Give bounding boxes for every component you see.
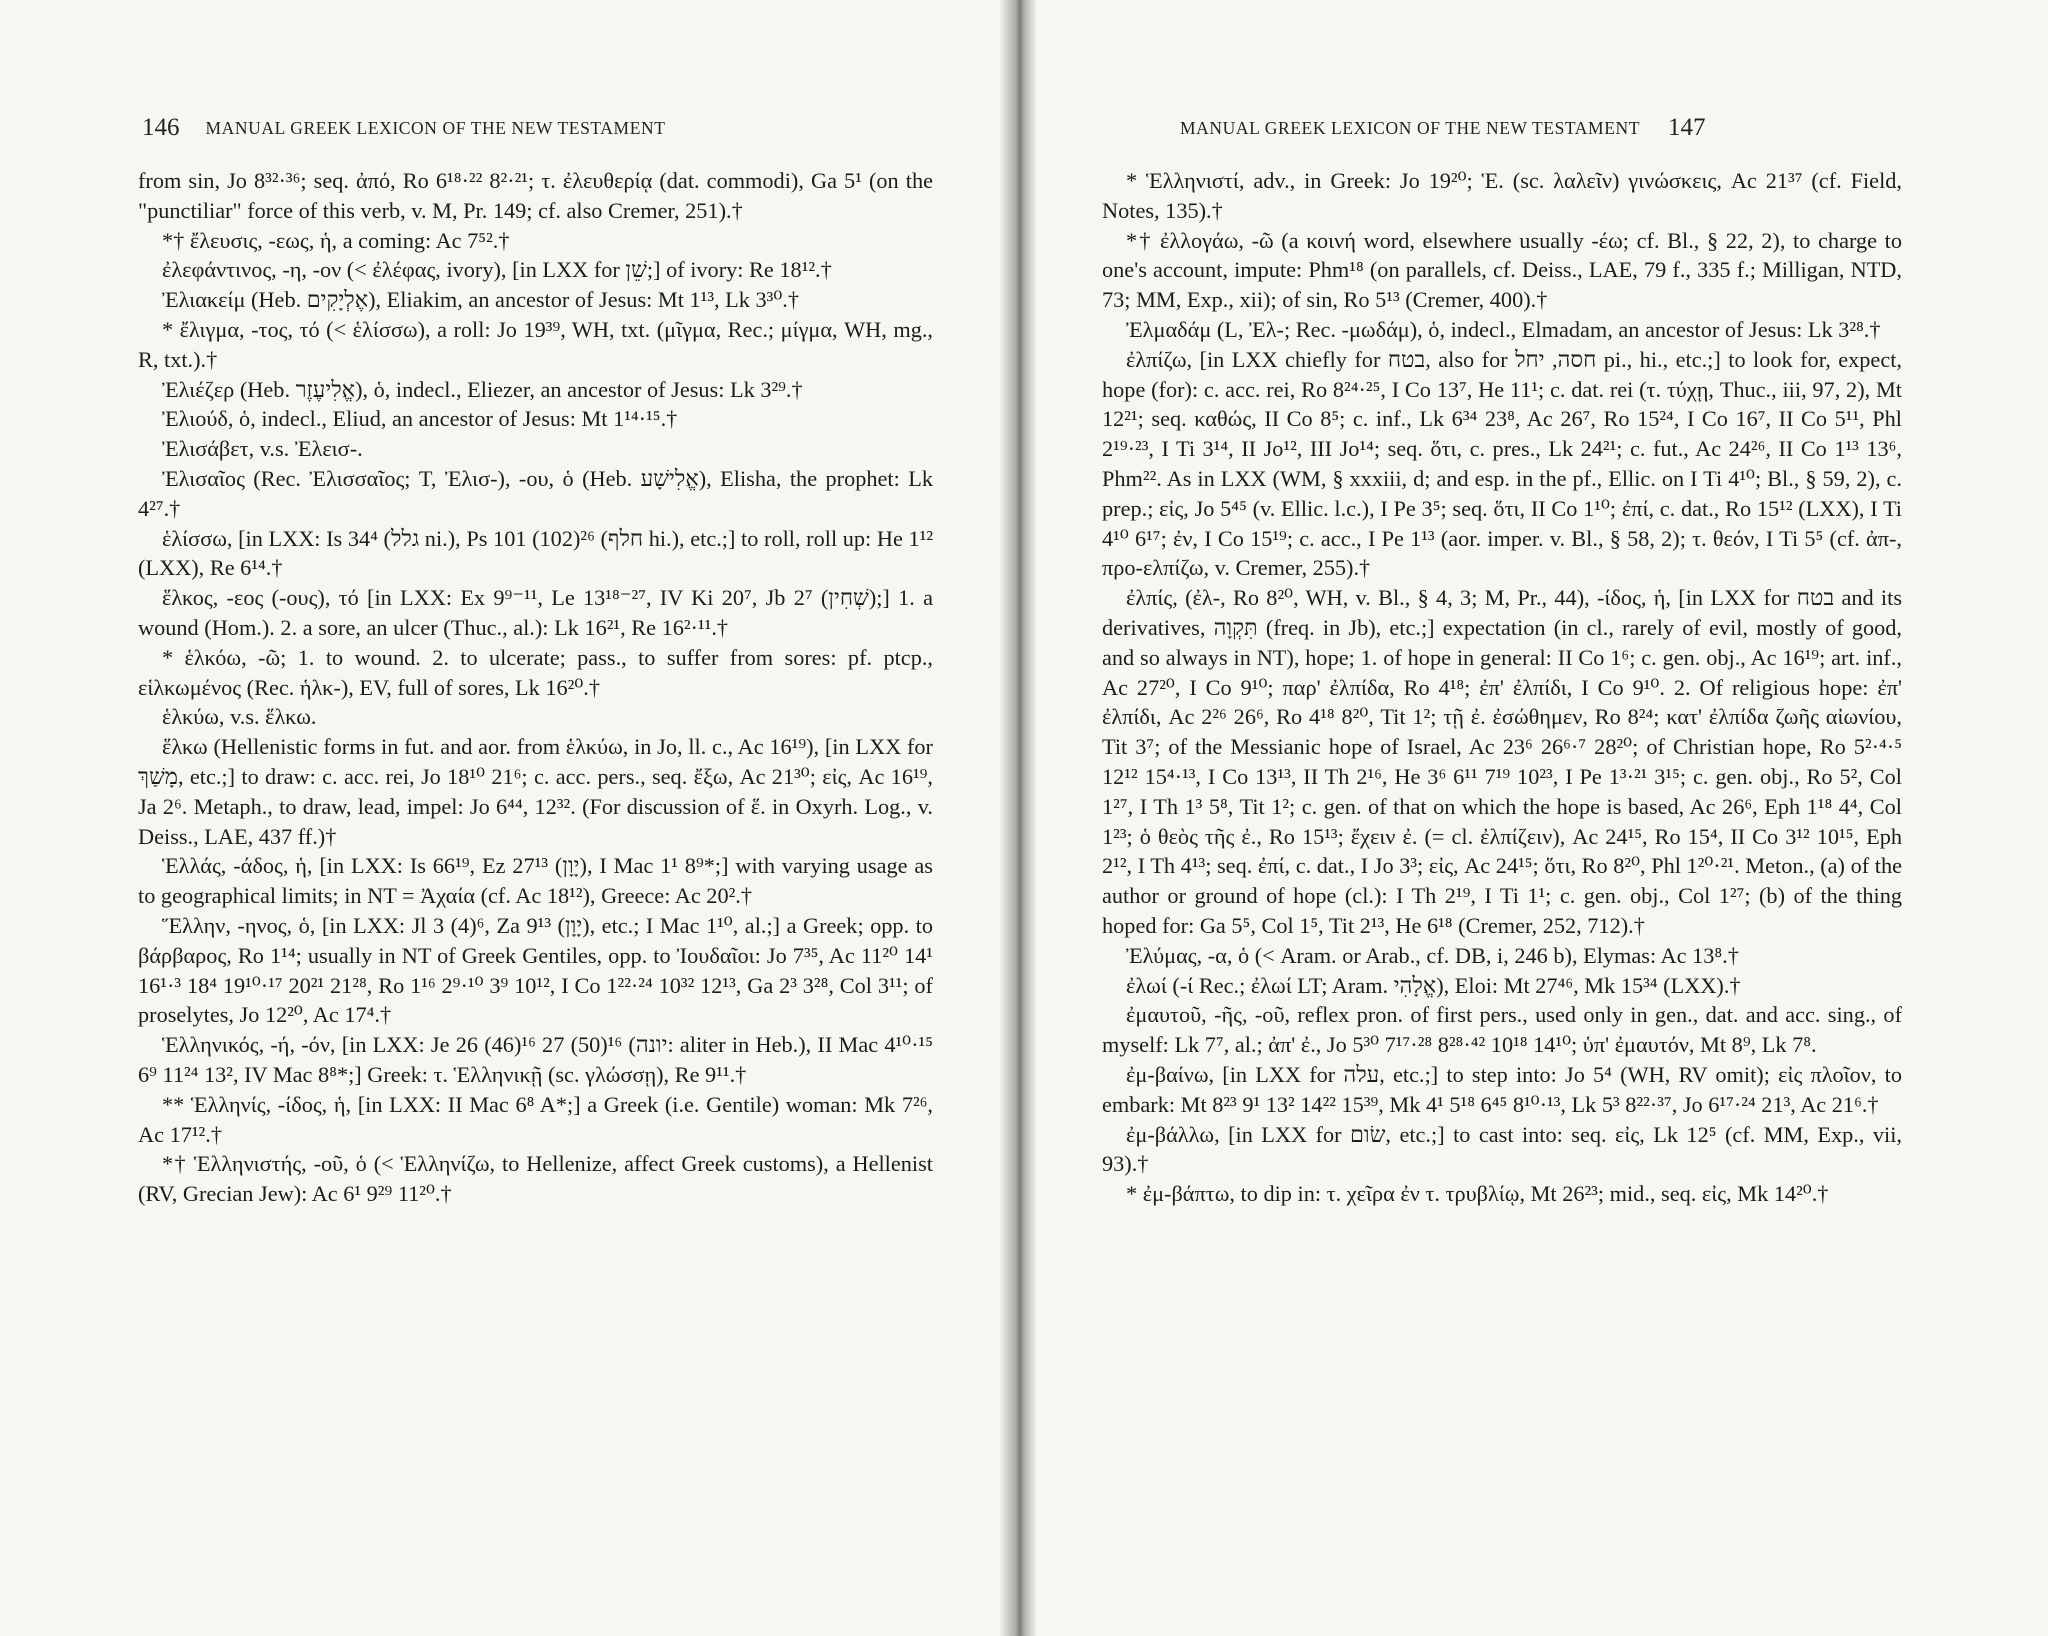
left-text-column [138,166,933,1209]
lexicon-entry: *† ἐλλογάω, -ῶ (a κοινή word, elsewhere usually -έω; cf. Bl., § 22, 2), to charge to one's account, impute: Phm¹⁸ (on parallels, cf. Deiss., LAE, 79 f., 335 f.; Milligan, NTD, 73; MM, Exp., xii); of sin, Ro 5¹³ (Cremer, 400).† [1102,227,1902,313]
lexicon-entry: ** Ἑλληνίς, -ίδος, ἡ, [in LXX: II Mac 6⁸ A*;] a Greek (i.e. Gentile) woman: Mk 7²⁶, Ac 17¹².† [138,1091,933,1147]
lexicon-entry: * ἐμ-βάπτω, to dip in: τ. χεῖρα ἐν τ. τρυβλίῳ, Mt 26²³; mid., seq. εἰς, Mk 14²⁰.† [1126,1181,1829,1207]
lexicon-entry: Ἐλιέζερ (Heb. אֱלִיעֶזֶר), ὁ, indecl., Eliezer, an ancestor of Jesus: Lk 3²⁹.† [162,376,803,402]
lexicon-entry: ἑλκύω, v.s. ἕλκω. [162,704,317,730]
right-text-column [1102,166,1902,1209]
lexicon-entry: ἐλπίζω, [in LXX chiefly for בטח, also for חסה, יחל pi., hi., etc.;] to look for, expect, hope (for): c. acc. rei, Ro 8²⁴·²⁵, I Co 13⁷, He 11¹; c. dat. rei (τ. τύχῃ, Thuc., iii, 97, 2), Mt 12²¹; seq. καθώς, II Co 8⁵; c. inf., Lk 6³⁴ 23⁸, Ac 26⁷, Ro 15²⁴, I Co 16⁷, II Co 5¹¹, Phl 2¹⁹·²³, I Ti 3¹⁴, II Jo¹², III Jo¹⁴; seq. ὅτι, c. pres., Lk 24²¹; c. fut., Ac 24²⁶, II Co 1¹³ 13⁶, Phm²². As in LXX (WM, § xxxiii, d; and esp. in the pf., Ellic. on I Ti 4¹⁰; Bl., § 59, 2), c. prep.; εἰς, Jo 5⁴⁵ (v. Ellic. l.c.), I Pe 3⁵; seq. ὅτι, II Co 1¹⁰; ἐπί, c. dat., Ro 15¹² (LXX), I Ti 4¹⁰ 6¹⁷; ἐν, I Co 15¹⁹; c. acc., I Pe 1¹³ (aor. imper. v. Bl., § 58, 2); τ. θεόν, I Ti 5⁵ (cf. ἀπ-, προ-ελπίζω, v. Cremer, 255).† [1102,346,1902,581]
lexicon-entry: *† Ἑλληνιστής, -οῦ, ὁ (< Ἑλληνίζω, to Hellenize, affect Greek customs), a Hellenist (RV, Grecian Jew): Ac 6¹ 9²⁹ 11²⁰.† [138,1151,933,1207]
lexicon-entry: Ἑλληνικός, -ή, -όν, [in LXX: Je 26 (46)¹⁶ 27 (50)¹⁶ (יונה: aliter in Heb.), II Mac 4¹⁰·¹⁵ 6⁹ 11²⁴ 13², IV Mac 8⁸*;] Greek: τ. Ἑλληνικῇ (sc. γλώσσῃ), Re 9¹¹.† [138,1032,933,1087]
lexicon-entry: ἕλκος, -εος (-ους), τό [in LXX: Ex 9⁹⁻¹¹, Le 13¹⁸⁻²⁷, IV Ki 20⁷, Jb 2⁷ (שְׁחִין);] 1. a wound (Hom.). 2. a sore, an ulcer (Thuc., al.): Lk 16²¹, Re 16²·¹¹.† [138,585,933,640]
lexicon-entry: Ἐλιακείμ (Heb. אֶלְיָקִים), Eliakim, an ancestor of Jesus: Mt 1¹³, Lk 3³⁰.† [162,287,799,313]
lexicon-entry: from sin, Jo 8³²·³⁶; seq. ἀπό, Ro 6¹⁸·²² 8²·²¹; τ. ἐλευθερίᾳ (dat. commodi), Ga 5¹ (on the "punctiliar" force of this verb, v. M, Pr. 149; cf. also Cremer, 251).† [138,168,933,223]
right-running-head [1180,114,1706,142]
lexicon-entry: ἑλίσσω, [in LXX: Is 34⁴ (גלל ni.), Ps 101 (102)²⁶ (חלף hi.), etc.;] to roll, roll up: He 1¹² (LXX), Re 6¹⁴.† [138,525,933,581]
left-page-number: 146 [142,114,180,141]
lexicon-entry: ἐλωί (-ί Rec.; ἐλωί LT; Aram. אֱלָהִי), Eloi: Mt 27⁴⁶, Mk 15³⁴ (LXX).† [1126,972,1741,998]
lexicon-entry: * ἑλκόω, -ῶ; 1. to wound. 2. to ulcerate; pass., to suffer from sores: pf. ptcp., εἱλκωμένος (Rec. ἡλκ-), EV, full of sores, Lk 16²⁰.† [138,644,933,700]
lexicon-entry: * Ἑλληνιστί, adv., in Greek: Jo 19²⁰; Ἑ. (sc. λαλεῖν) γινώσκεις, Ac 21³⁷ (cf. Field, Notes, 135).† [1102,168,1902,223]
lexicon-entry: ἕλκω (Hellenistic forms in fut. and aor. from ἑλκύω, in Jo, ll. c., Ac 16¹⁹), [in LXX for מָשַׁךְ, etc.;] to draw: c. acc. rei, Jo 18¹⁰ 21⁶; c. acc. pers., seq. ἔξω, Ac 21³⁰; εἰς, Ac 16¹⁹, Ja 2⁶. Metaph., to draw, lead, impel: Jo 6⁴⁴, 12³². (For discussion of ἕ. in Oxyrh. Log., v. Deiss., LAE, 437 ff.)† [138,734,933,849]
right-page [1020,0,2048,1636]
lexicon-entry: Ἑλλάς, -άδος, ἡ, [in LXX: Is 66¹⁹, Ez 27¹³ (יָוָן), I Mac 1¹ 8⁹*;] with varying usage as to geographical limits; in NT = Ἀχαία (cf. Ac 18¹²), Greece: Ac 20².† [138,853,933,909]
lexicon-entry: * ἔλιγμα, -τος, τό (< ἑλίσσω), a roll: Jo 19³⁹, WH, txt. (μῖγμα, Rec.; μίγμα, WH, mg., R, txt.).† [138,316,933,372]
lexicon-entry: ἐμ-βαίνω, [in LXX for עלה, etc.;] to step into: Jo 5⁴ (WH, RV omit); εἰς πλοῖον, to embark: Mt 8²³ 9¹ 13² 14²² 15³⁹, Mk 4¹ 5¹⁸ 6⁴⁵ 8¹⁰·¹³, Lk 5³ 8²²·³⁷, Jo 6¹⁷·²⁴ 21³, Ac 21⁶.† [1102,1061,1902,1117]
lexicon-entry: *† ἔλευσις, -εως, ἡ, a coming: Ac 7⁵².† [162,227,510,253]
lexicon-entry: ἐμαυτοῦ, -ῆς, -οῦ, reflex pron. of first pers., used only in gen., dat. and acc. sing., of myself: Lk 7⁷, al.; ἀπ' ἐ., Jo 5³⁰ 7¹⁷·²⁸ 8²⁸·⁴² 10¹⁸ 14¹⁰; ὑπ' ἐμαυτόν, Mt 8⁹, Lk 7⁸. [1102,1002,1902,1058]
lexicon-entry: ἐλεφάντινος, -η, -ον (< ἐλέφας, ivory), [in LXX for שֵׁן;] of ivory: Re 18¹².† [162,257,832,283]
left-head-title: MANUAL GREEK LEXICON OF THE NEW TESTAMENT [205,118,666,138]
lexicon-entry: ἐμ-βάλλω, [in LXX for שׂום, etc.;] to cast into: seq. εἰς, Lk 12⁵ (cf. MM, Exp., vii, 93).† [1102,1121,1902,1177]
lexicon-entry: ἐλπίς, (ἐλ-, Ro 8²⁰, WH, v. Bl., § 4, 3; M, Pr., 44), -ίδος, ἡ, [in LXX for בטח and its derivatives, תִּקְוָה (freq. in Jb), etc.;] expectation (in cl., rarely of evil, mostly of good, and so always in NT), hope; 1. of hope in general: II Co 1⁶; c. gen. obj., Ac 16¹⁹; art. inf., Ac 27²⁰, I Co 9¹⁰; παρ' ἐλπίδα, Ro 4¹⁸; ἐπ' ἐλπίδι, I Co 9¹⁰. 2. Of religious hope: ἐπ' ἐλπίδι, Ac 2²⁶ 26⁶, Ro 4¹⁸ 8²⁰, Tit 1²; τῇ ἐ. ἐσώθημεν, Ro 8²⁴; κατ' ἐλπίδα ζωῆς αἰωνίου, Tit 3⁷; of the Messianic hope of Israel, Ac 23⁶ 26⁶·⁷ 28²⁰; of Christian hope, Ro 5²·⁴·⁵ 12¹² 15⁴·¹³, I Co 13¹³, II Th 2¹⁶, He 3⁶ 6¹¹ 7¹⁹ 10²³, I Pe 1³·²¹ 3¹⁵; c. gen. obj., Ro 5², Col 1²⁷, I Th 1³ 5⁸, Tit 1²; c. gen. of that on which the hope is based, Ac 26⁶, Eph 1¹⁸ 4⁴, Col 1²³; ὁ θεὸς τῆς ἐ., Ro 15¹³; ἔχειν ἐ. (= cl. ἐλπίζειν), Ac 24¹⁵, Ro 15⁴, II Co 3¹² 10¹⁵, Eph 2¹², I Th 4¹³; seq. ἐπί, c. dat., I Jo 3³; εἰς, Ac 24¹⁵; ὅτι, Ro 8²⁰, Phl 1²⁰·²¹. Meton., (a) of the author or ground of hope (cl.): I Th 2¹⁹, I Ti 1¹; c. gen. obj., Col 1²⁷; (b) of the thing hoped for: Ga 5⁵, Col 1⁵, Tit 2¹³, He 6¹⁸ (Cremer, 252, 712).† [1102,585,1902,938]
right-head-title: MANUAL GREEK LEXICON OF THE NEW TESTAMENT [1180,118,1641,138]
lexicon-entry: Ἐλισαῖος (Rec. Ἐλισσαῖος; T, Ἐλισ-), -ου, ὁ (Heb. אֱלִישָׁע), Elisha, the prophet: Lk 4²⁷.† [138,465,933,521]
left-page [0,0,1011,1636]
lexicon-entry: Ἐλμαδάμ (L, Ἐλ-; Rec. -μωδάμ), ὁ, indecl., Elmadam, an ancestor of Jesus: Lk 3²⁸.† [1126,316,1881,342]
lexicon-entry: Ἐλιούδ, ὁ, indecl., Eliud, an ancestor of Jesus: Mt 1¹⁴·¹⁵.† [162,406,678,432]
lexicon-entry: Ἐλύμας, -α, ὁ (< Aram. or Arab., cf. DB, i, 246 b), Elymas: Ac 13⁸.† [1126,942,1739,968]
left-running-head [142,114,666,142]
right-page-number: 147 [1668,114,1706,141]
lexicon-entry: Ἕλλην, -ηνος, ὁ, [in LXX: Jl 3 (4)⁶, Za 9¹³ (יָוָן), etc.; I Mac 1¹⁰, al.;] a Greek; opp. to βάρβαρος, Ro 1¹⁴; usually in NT of Greek Gentiles, opp. to Ἰουδαῖοι: Jo 7³⁵, Ac 11²⁰ 14¹ 16¹·³ 18⁴ 19¹⁰·¹⁷ 20²¹ 21²⁸, Ro 1¹⁶ 2⁹·¹⁰ 3⁹ 10¹², I Co 1²²·²⁴ 10³² 12¹³, Ga 2³ 3²⁸, Col 3¹¹; of proselytes, Jo 12²⁰, Ac 17⁴.† [138,912,933,1028]
book-gutter [1000,0,1036,1636]
lexicon-entry: Ἐλισάβετ, v.s. Ἐλεισ-. [162,436,363,462]
